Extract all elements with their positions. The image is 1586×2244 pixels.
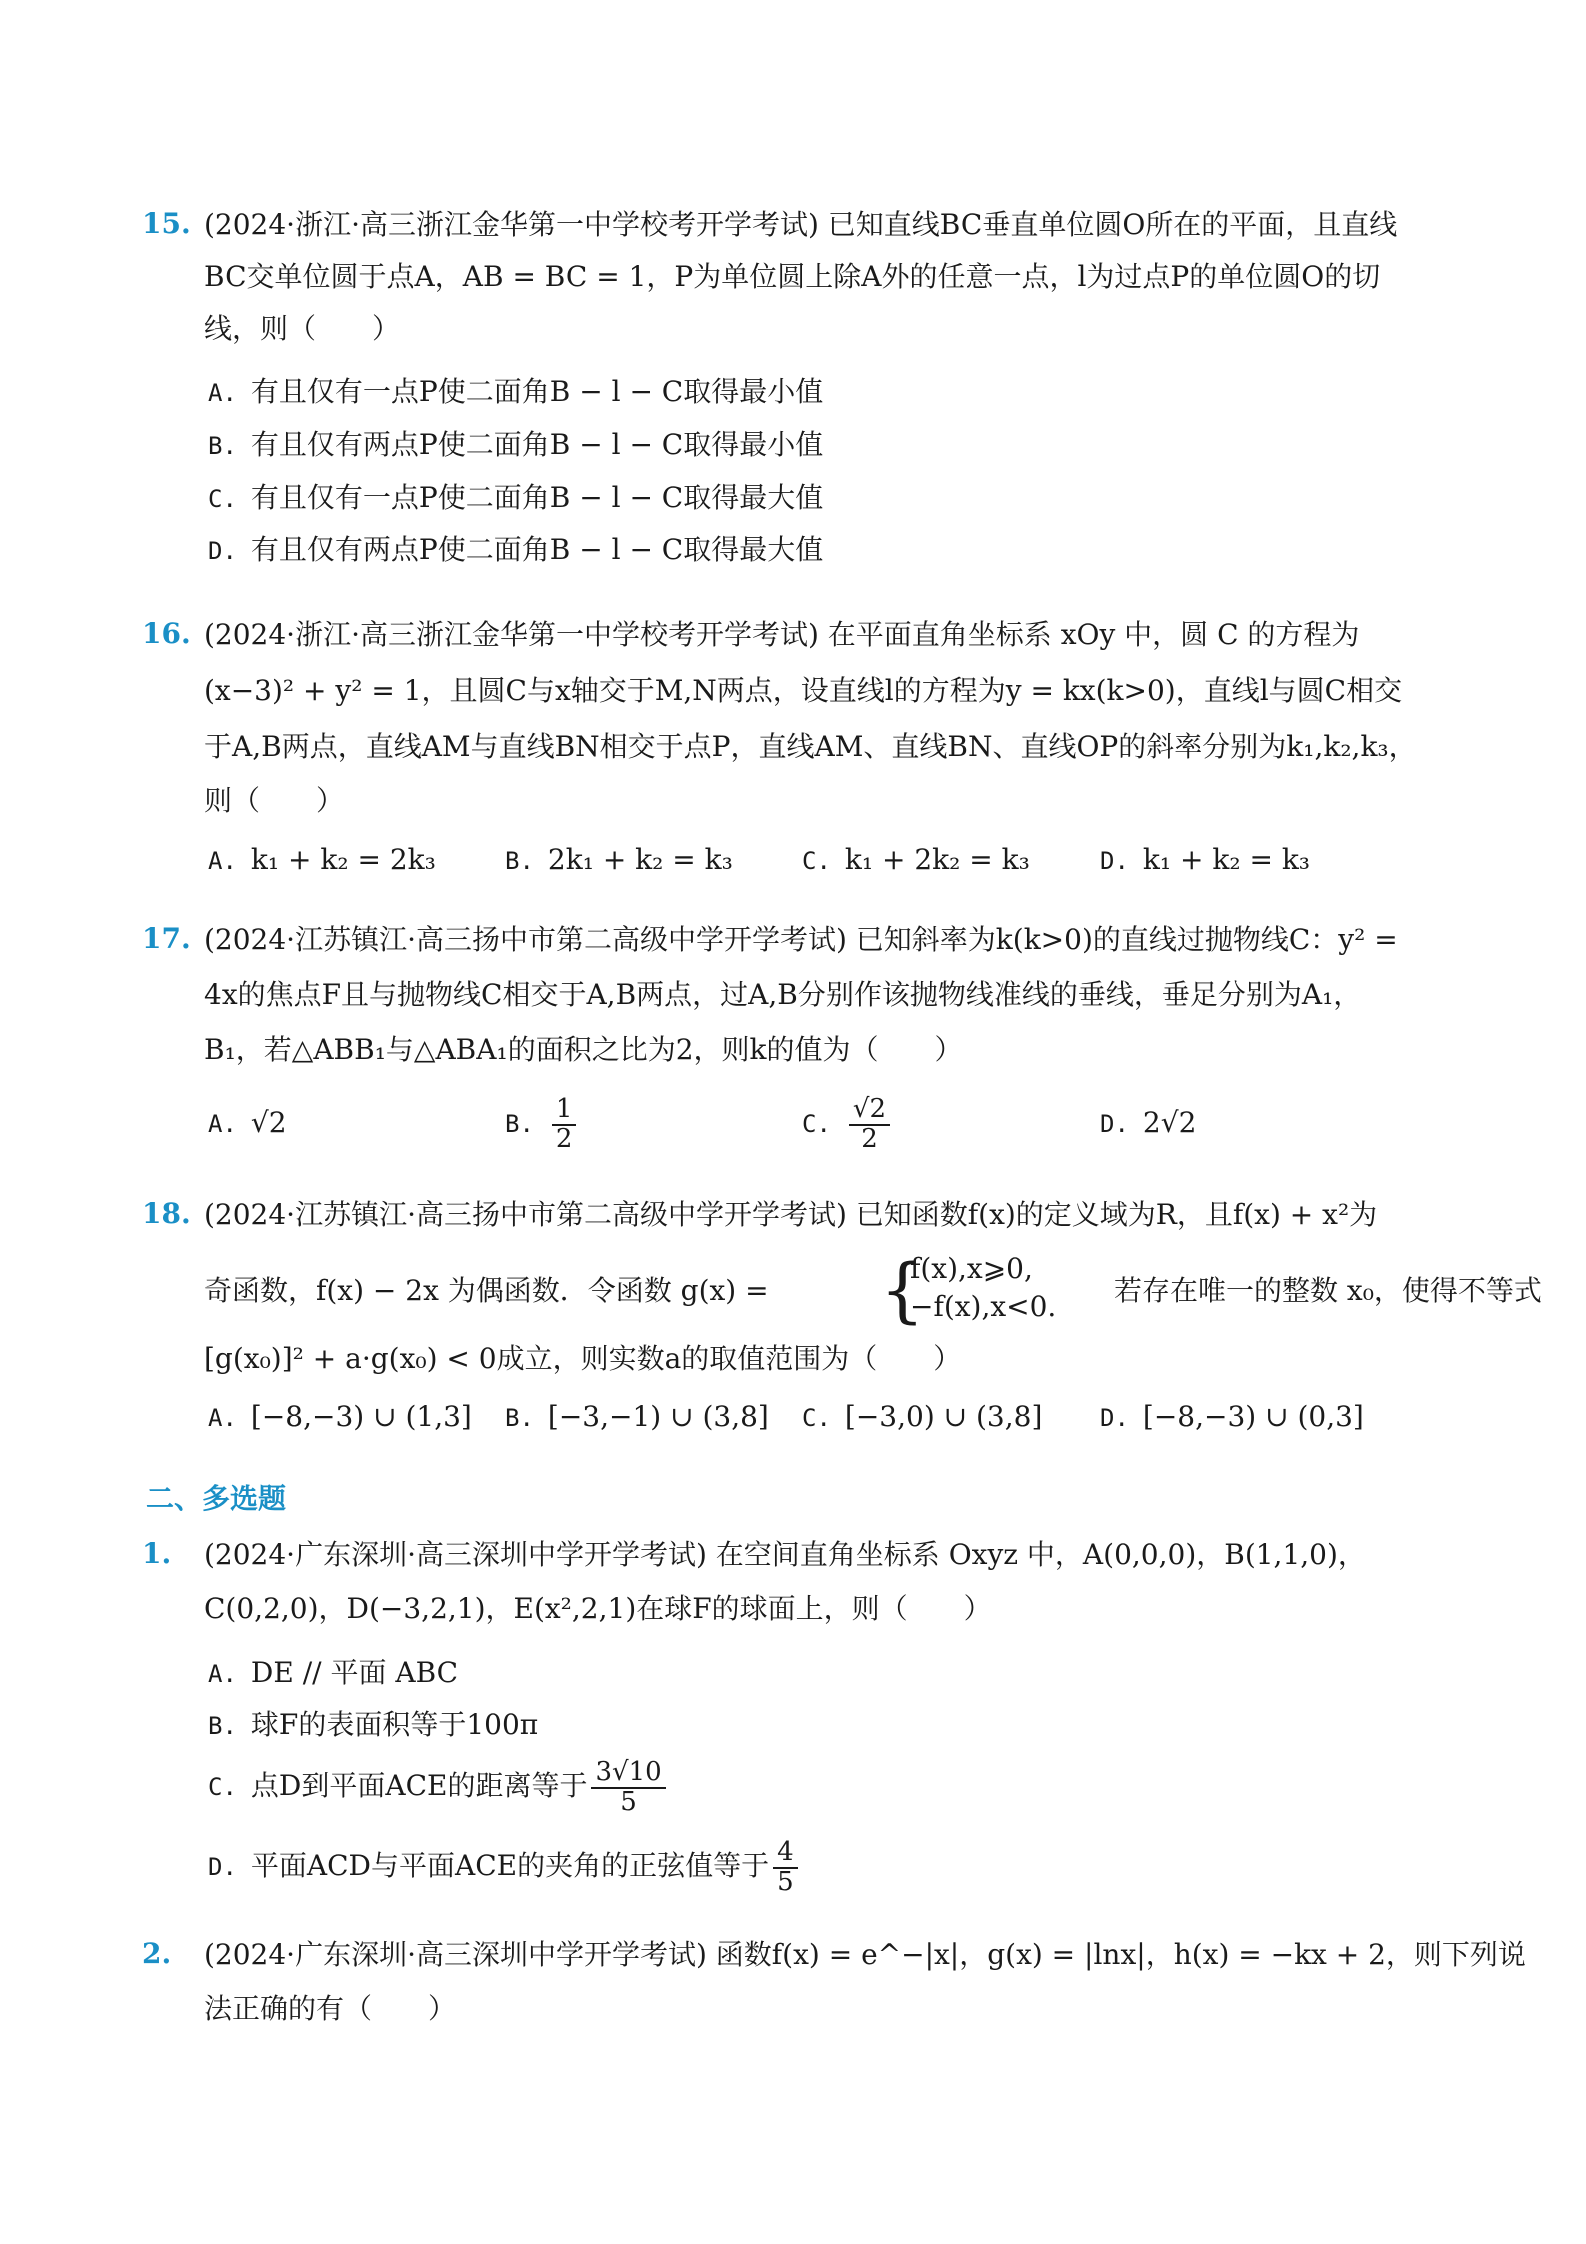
question-number: 17. [142,922,191,955]
option-b: B. [−3,−1) ∪ (3,8] [505,1400,769,1433]
fraction: $\frac{3√10}{5}$ [591,1759,665,1816]
question-text-line: (2024·广东深圳·高三深圳中学开学考试) 函数f(x) = e^−|x|，g(x) = |lnx|，h(x) = −kx + 2，则下列说 [204,1938,1526,1971]
question-text-line: (2024·江苏镇江·高三扬中市第二高级中学开学考试) 已知函数f(x)的定义域为R，且f(x) + x²为 [204,1198,1378,1231]
question-15 [142,205,1452,565]
piecewise-case-2: −f(x),x<0. [910,1290,1057,1323]
question-text-line: 线，则（ ） [204,312,401,345]
options-row [208,1088,1448,1158]
question-number: 18. [142,1197,191,1230]
question-text-line: [g(x₀)]² + a·g(x₀) < 0成立，则实数a的取值范围为（ ） [204,1342,962,1375]
option-b: B. 球F的表面积等于100π [208,1708,539,1741]
option-c: C. [−3,0) ∪ (3,8] [802,1400,1043,1433]
option-b: B. 2k₁ + k₂ = k₃ [505,843,733,876]
option-d: D. 有且仅有两点P使二面角B − l − C取得最大值 [208,533,824,566]
question-text-line: B₁，若△ABB₁与△ABA₁的面积之比为2，则k的值为（ ） [204,1033,963,1066]
option-c: C. k₁ + 2k₂ = k₃ [802,843,1030,876]
question-text-line: (2024·江苏镇江·高三扬中市第二高级中学开学考试) 已知斜率为k(k>0)的直线过抛物线C：y² = [204,923,1398,956]
piecewise-brace: { [880,1249,925,1331]
question-text-line: (x−3)² + y² = 1，且圆C与x轴交于M,N两点，设直线l的方程为y = kx(k>0)，直线l与圆C相交 [204,674,1403,707]
multi-question-1 [142,1535,1452,1895]
fraction: $\frac{√2}{2}$ [849,1096,890,1153]
option-a: A. k₁ + k₂ = 2k₃ [208,843,436,876]
option-d: D. [−8,−3) ∪ (0,3] [1100,1400,1364,1433]
option-d: D. k₁ + k₂ = k₃ [1100,843,1311,876]
option-a: A. 有且仅有一点P使二面角B − l − C取得最小值 [208,375,824,408]
question-17 [142,920,1452,1160]
options-row [208,1395,1448,1439]
fraction: $\frac{1}{2}$ [552,1096,577,1153]
option-d: D. 2√2 [1100,1106,1197,1139]
section-title: 二、多选题 [146,1482,287,1515]
question-text-line: 法正确的有（ ） [204,1992,457,2025]
fraction: $\frac{4}{5}$ [773,1839,798,1896]
question-text-line: C(0,2,0)，D(−3,2,1)，E(x²,2,1)在球F的球面上，则（ ） [204,1592,992,1625]
question-18 [142,1195,1542,1455]
piecewise-case-1: f(x),x⩾0, [910,1252,1033,1285]
option-b: B. 有且仅有两点P使二面角B − l − C取得最小值 [208,428,824,461]
option-c: C. $\frac{√2}{2}$ [802,1088,894,1159]
question-text-line: 奇函数，f(x) − 2x 为偶函数．令函数 g(x) = { f(x),x⩾0, −f(x),x<0. 若存在唯一的整数 x₀，使得不等式 [204,1249,1542,1331]
question-text-line: (2024·广东深圳·高三深圳中学开学考试) 在空间直角坐标系 Oxyz 中，A(0,0,0)，B(1,1,0)， [204,1538,1366,1571]
option-c: C. 点D到平面ACE的距离等于 $\frac{3√10}{5}$ [208,1751,670,1821]
option-a: A. √2 [208,1106,287,1139]
question-number: 16. [142,617,191,650]
option-c: C. 有且仅有一点P使二面角B − l − C取得最大值 [208,481,824,514]
options-row [208,838,1448,882]
question-number: 15. [142,207,191,240]
option-b: B. $\frac{1}{2}$ [505,1088,580,1159]
question-16 [142,615,1452,885]
question-text-line: BC交单位圆于点A，AB = BC = 1，P为单位圆上除A外的任意一点，l为过点P的单位圆O的切 [204,260,1381,293]
question-text-line: 于A,B两点，直线AM与直线BN相交于点P，直线AM、直线BN、直线OP的斜率分别为k₁,k₂,k₃， [204,730,1417,763]
question-text-line: 则（ ） [204,784,345,817]
option-d: D. 平面ACD与平面ACE的夹角的正弦值等于 $\frac{4}{5}$ [208,1831,802,1901]
question-text-line: 4x的焦点F且与抛物线C相交于A,B两点，过A,B分别作该抛物线准线的垂线，垂足分别为A₁， [204,978,1362,1011]
question-number: 1. [142,1537,172,1570]
option-a: A. DE // 平面 ABC [208,1656,459,1689]
option-a: A. [−8,−3) ∪ (1,3] [208,1400,472,1433]
multi-question-2 [142,1935,1526,2045]
question-number: 2. [142,1937,172,1970]
question-text-line: (2024·浙江·高三浙江金华第一中学校考开学考试) 在平面直角坐标系 xOy 中，圆 C 的方程为 [204,618,1360,651]
question-text-line: (2024·浙江·高三浙江金华第一中学校考开学考试) 已知直线BC垂直单位圆O所在的平面，且直线 [204,208,1398,241]
